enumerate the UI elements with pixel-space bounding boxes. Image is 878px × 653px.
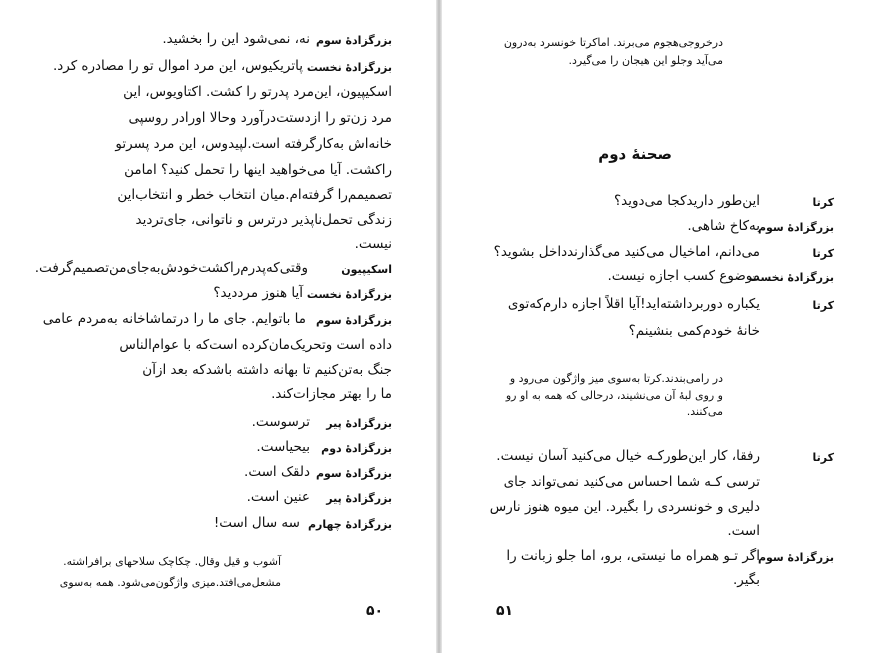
dialogue-line: جنگ به‌تن‌کنیم تا بهانه داشته باشدکه بعد ازآن <box>142 362 392 378</box>
dialogue-line: نیست. <box>354 236 392 252</box>
speaker-name: بزرگزادهٔ سوم <box>757 551 834 564</box>
dialogue-line: اسکیپیون، این‌مرد پدرتو را کشت. اکتاویوس، این <box>123 84 392 100</box>
speaker-name: بزرگزادهٔ چهارم <box>308 518 392 531</box>
right-page <box>442 0 878 653</box>
stage-direction-line: آشوب و قیل وقال. چکاچک سلاحهای برافراشته. <box>63 555 281 568</box>
dialogue-line: رفقا، کار این‌طورکـه خیال می‌کنید آسان نیست. <box>496 448 760 464</box>
speaker-name: کرتا <box>812 247 834 260</box>
dialogue-line: یکباره دوربرداشته‌اید!آیا اقلاً اجازه دارم‌که‌توی <box>507 296 760 312</box>
dialogue-line: ترسوست. <box>251 414 310 430</box>
speaker-name: بزرگزادهٔ نخست <box>748 271 834 284</box>
speaker-name: کرتا <box>812 196 834 209</box>
speaker-name: بزرگزادهٔ نخست <box>306 61 392 74</box>
speaker-name: بزرگزادهٔ سوم <box>315 314 392 327</box>
stage-direction-line: درخروجی‌هجوم می‌برند. اماکرتا خونسرد به‌درون <box>503 36 723 49</box>
speaker-name: بزرگزادهٔ دوم <box>321 442 392 455</box>
stage-direction-line: می‌کنند. <box>686 405 723 418</box>
dialogue-line: ما باتوایم. جای ما را درتماشاخانه به‌مردم عامی <box>42 311 306 327</box>
dialogue-line: زندگی تحمل‌ناپذیر درترس و ناتوانی، جای‌تردید <box>135 212 392 228</box>
speaker-name: بزرگزادهٔ سوم <box>315 34 392 47</box>
dialogue-line: اگر تـو همراه ما نیستی، برو، اما جلو زبانت را <box>506 548 760 564</box>
dialogue-line: بگیر. <box>732 572 760 588</box>
dialogue-line: دلیری و خونسردی را بگیرد. این میوه هنوز نارس <box>489 499 760 515</box>
dialogue-line: پاتریکیوس، این مرد اموال تو را مصادره کرد. <box>52 58 303 74</box>
speaker-name: بزرگزادهٔ سوم <box>757 221 834 234</box>
dialogue-line: می‌دانم، اماخیال می‌کنید می‌گذارندداخل بشوید؟ <box>493 244 760 260</box>
scene-heading: صحنهٔ دوم <box>598 145 672 163</box>
dialogue-line: راکشت. آیا می‌خواهید اینها را تحمل کنید؟ امامن <box>124 162 392 178</box>
dialogue-line: موضوع کسب اجازه نیست. <box>607 268 760 284</box>
stage-direction-line: می‌آید وجلو این هیجان را می‌گیرد. <box>568 54 723 67</box>
dialogue-line: به‌کاخ شاهی. <box>687 218 760 234</box>
speaker-name: بزرگزادهٔ پیر <box>326 492 392 505</box>
speaker-name: کرتا <box>812 299 834 312</box>
speaker-name: بزرگزادهٔ پیر <box>326 417 392 430</box>
speaker-name: بزرگزادهٔ سوم <box>315 467 392 480</box>
page-number: ۵۱ <box>496 603 514 619</box>
dialogue-line: این‌طور داریدکجا می‌دوید؟ <box>613 193 760 209</box>
left-page <box>0 0 436 653</box>
dialogue-line: مرد زن‌تو را ازدستت‌درآورد وحالا اورادر روسپی <box>128 110 392 126</box>
dialogue-line: تصمیمم‌را گرفته‌ام.میان انتخاب خطر و انتخاب‌این <box>117 187 392 203</box>
dialogue-line: نه، نمی‌شود این را بخشید. <box>162 31 310 47</box>
dialogue-line: آیا هنوز مرددید؟ <box>213 285 303 301</box>
speaker-name: بزرگزادهٔ نخست <box>306 288 392 301</box>
dialogue-line: است. <box>727 523 760 539</box>
dialogue-line: سه سال است! <box>213 515 300 531</box>
dialogue-line: بیحیاست. <box>256 439 310 455</box>
page-number: ۵۰ <box>366 603 384 619</box>
dialogue-line: عنین است. <box>246 489 310 505</box>
dialogue-line: ما را بهتر مجازات‌کند. <box>271 386 392 402</box>
stage-direction-line: مشعل‌می‌افتد.میزی واژگون‌می‌شود. همه به‌سوی <box>59 576 281 589</box>
dialogue-line: خانه‌اش به‌کارگرفته است.لپیدوس، این مرد پسرتو <box>115 136 392 152</box>
dialogue-line: وقتی‌که‌پدرم‌راکشت‌خودش‌به‌جای‌من‌تصمیم‌گرفت. <box>34 260 308 276</box>
dialogue-line: خانهٔ خودم‌کمی بنشینم؟ <box>628 323 760 339</box>
dialogue-line: ترسی کـه شما احساس می‌کنید نمی‌تواند جای <box>503 474 760 490</box>
speaker-name: کرتا <box>812 451 834 464</box>
stage-direction-line: در رامی‌بندند.کرتا به‌سوی میز واژگون می‌رود و <box>509 372 723 385</box>
speaker-name: اسکیپیون <box>341 263 392 276</box>
dialogue-line: دلقک است. <box>244 464 310 480</box>
stage-direction-line: و روی لبهٔ آن می‌نشیند، درحالی که همه به او رو <box>505 389 723 402</box>
dialogue-line: داده است وتحریک‌مان‌کرده است‌که با عوام‌الناس <box>119 337 392 353</box>
